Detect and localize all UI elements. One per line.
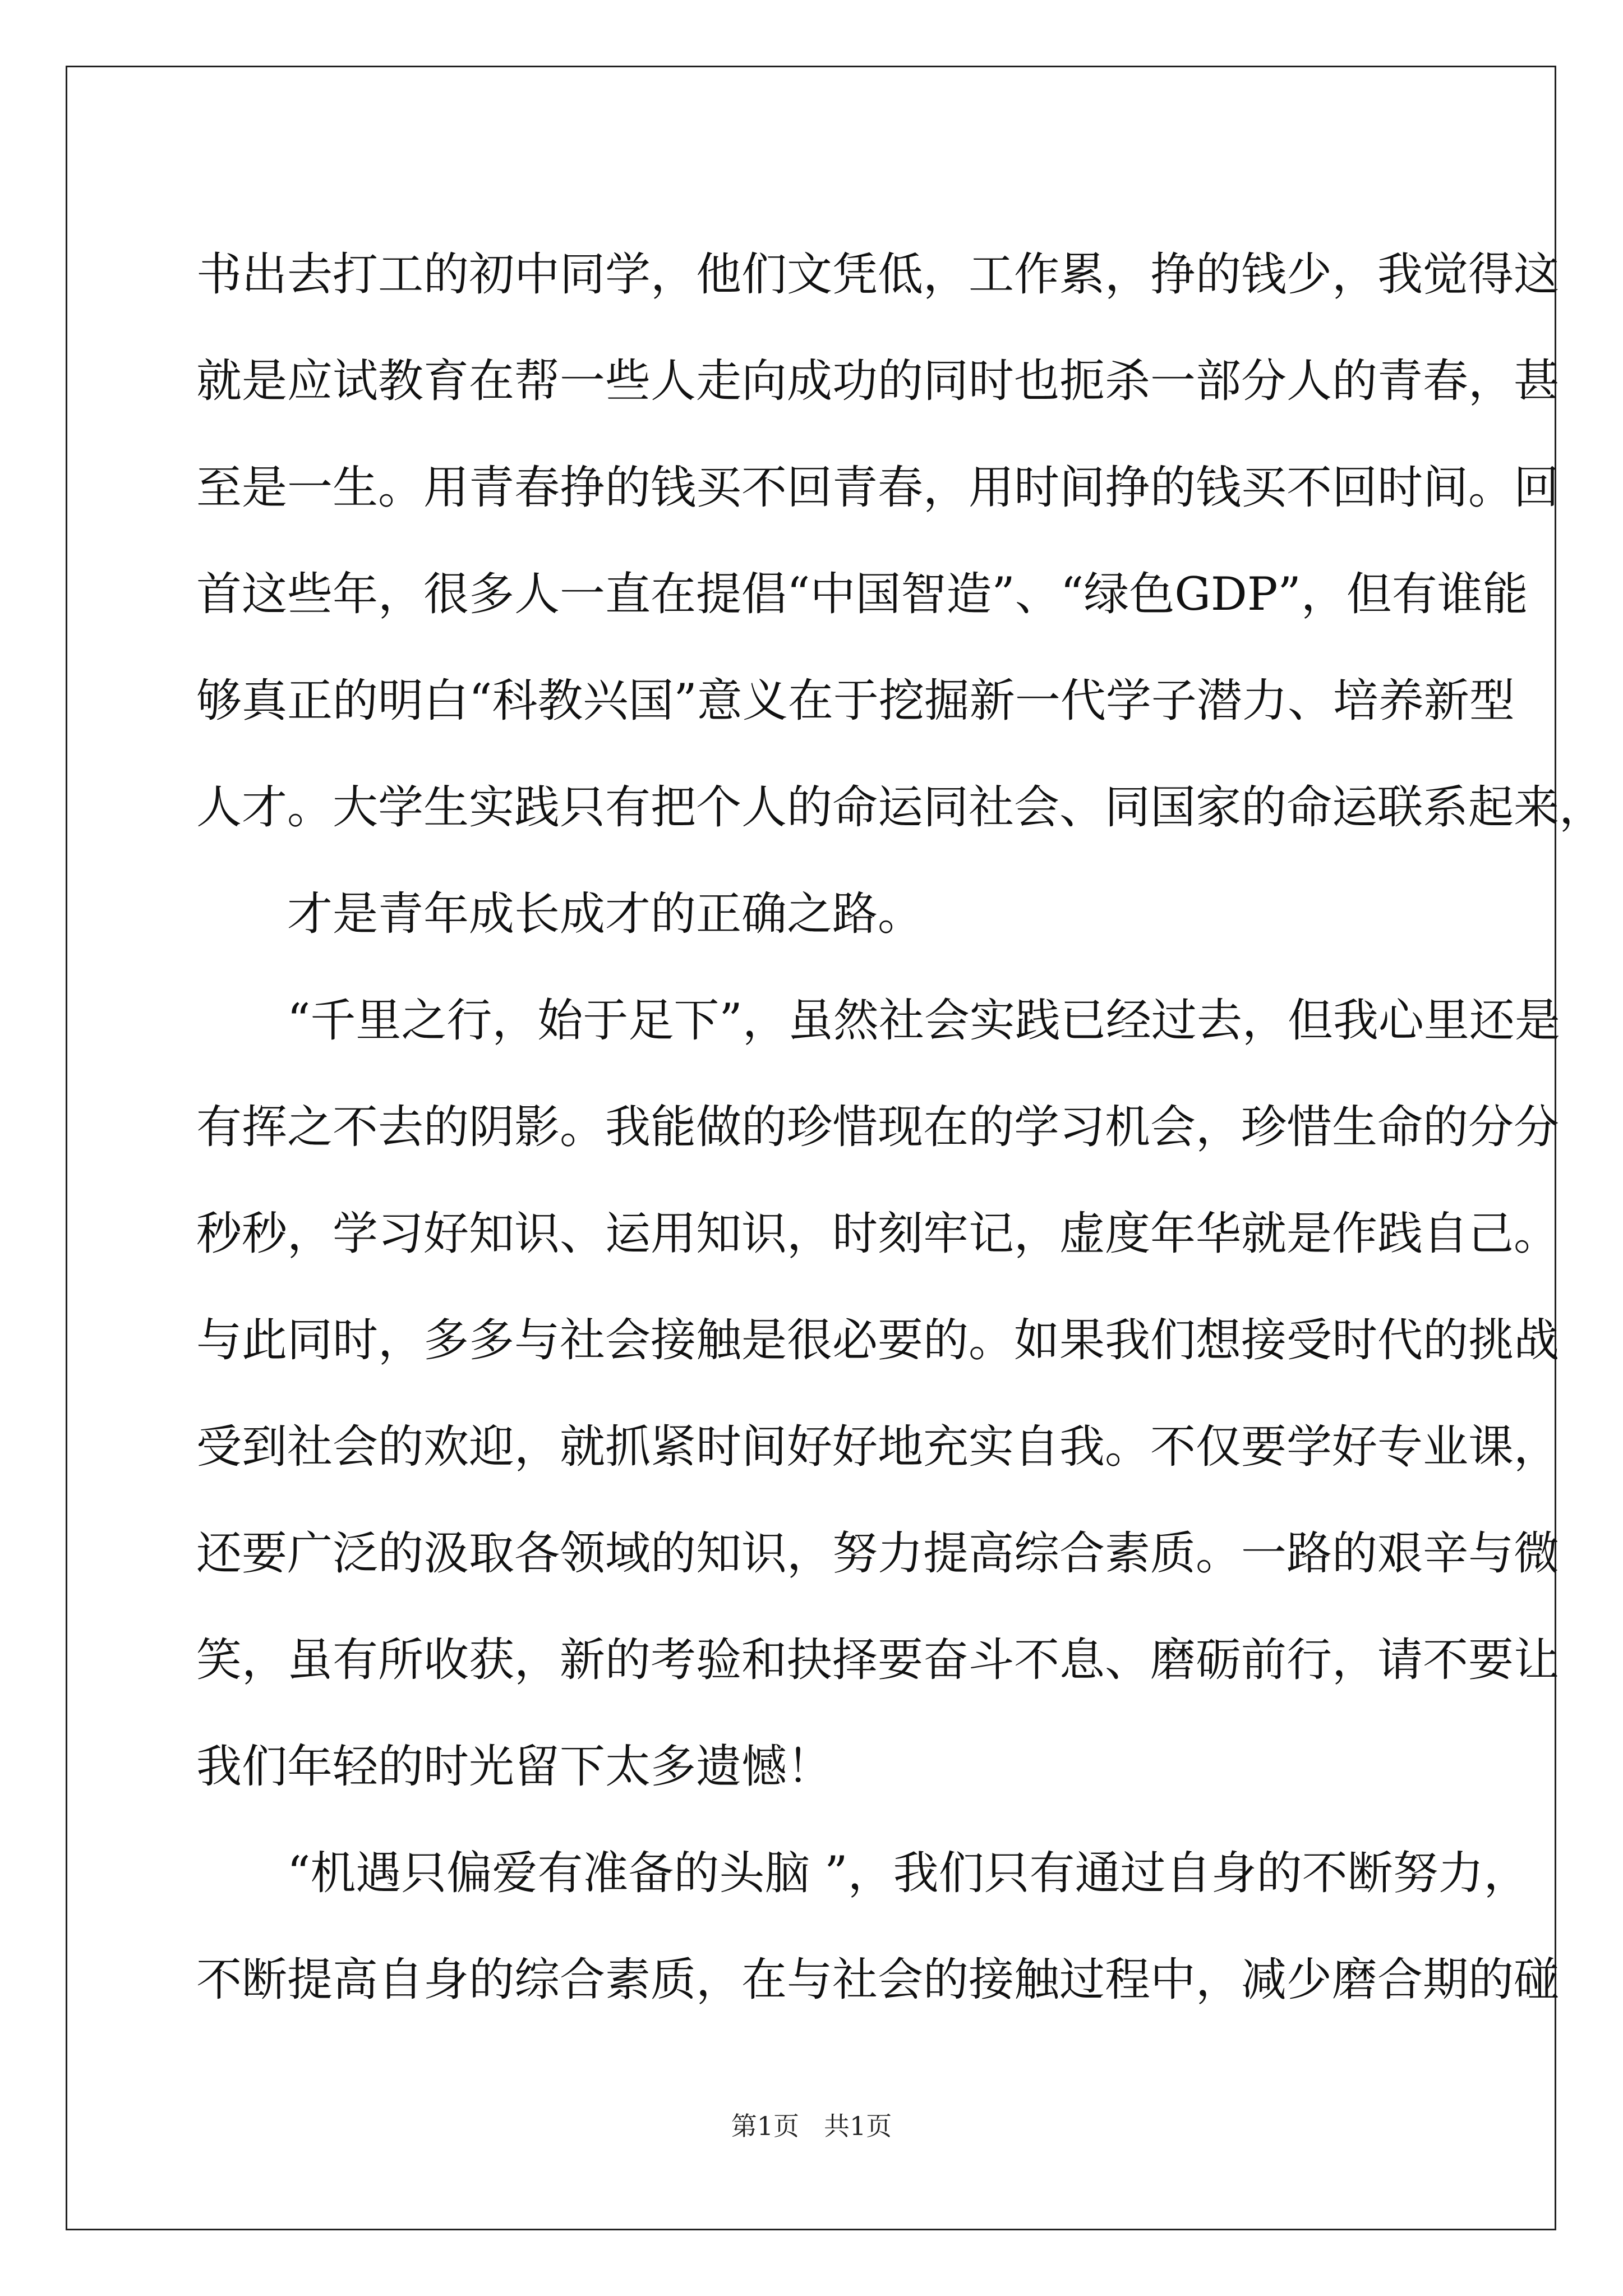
text-line: 至是一生。用青春挣的钱买不回青春，用时间挣的钱买不回时间。回: [196, 462, 1560, 514]
text-line: 与此同时，多多与社会接触是很必要的。如果我们想接受时代的挑战: [196, 1314, 1560, 1367]
text-line: 才是青年成长成才的正确之路。: [287, 888, 924, 941]
text-line: 我们年轻的时光留下太多遗憾！: [196, 1741, 833, 1793]
text-line: 受到社会的欢迎，就抓紧时间好好地充实自我。不仅要学好专业课，: [196, 1421, 1560, 1474]
text-line: 不断提高自身的综合素质，在与社会的接触过程中，减少磨合期的碰: [196, 1954, 1560, 2007]
document-body: [196, 222, 1605, 2033]
paragraph-start-line: “千里之行，始于足下”，虽然社会实践已经过去，但我心里还是: [287, 995, 1560, 1047]
text-line: 有挥之不去的阴影。我能做的珍惜现在的学习机会，珍惜生命的分分: [196, 1101, 1560, 1154]
page-footer: [0, 2109, 1623, 2143]
text-line: 人才。大学生实践只有把个人的命运同社会、同国家的命运联系起来，: [196, 781, 1605, 834]
text-line: 够真正的明白“科教兴国”意义在于挖掘新一代学子潜力、培养新型: [196, 675, 1515, 728]
text-line: 就是应试教育在帮一些人走向成功的同时也扼杀一部分人的青春，甚: [196, 355, 1560, 408]
text-line: 书出去打工的初中同学，他们文凭低，工作累，挣的钱少，我觉得这: [196, 249, 1560, 301]
text-line: 笑，虽有所收获，新的考验和抉择要奋斗不息、磨砺前行，请不要让: [196, 1634, 1560, 1687]
text-line: 首这些年，很多人一直在提倡“中国智造”、“绿色GDP”，但有谁能: [196, 568, 1528, 621]
text-line: 秒秒，学习好知识、运用知识，时刻牢记，虚度年华就是作践自己。: [196, 1208, 1560, 1260]
paragraph-start-line: “机遇只偏爱有准备的头脑 ”，我们只有通过自身的不断努力，: [287, 1847, 1529, 1900]
page-total: 共1页: [823, 2111, 892, 2141]
text-line: 还要广泛的汲取各领域的知识，努力提高综合素质。一路的艰辛与微: [196, 1527, 1560, 1580]
page-number: 第1页: [731, 2111, 800, 2141]
